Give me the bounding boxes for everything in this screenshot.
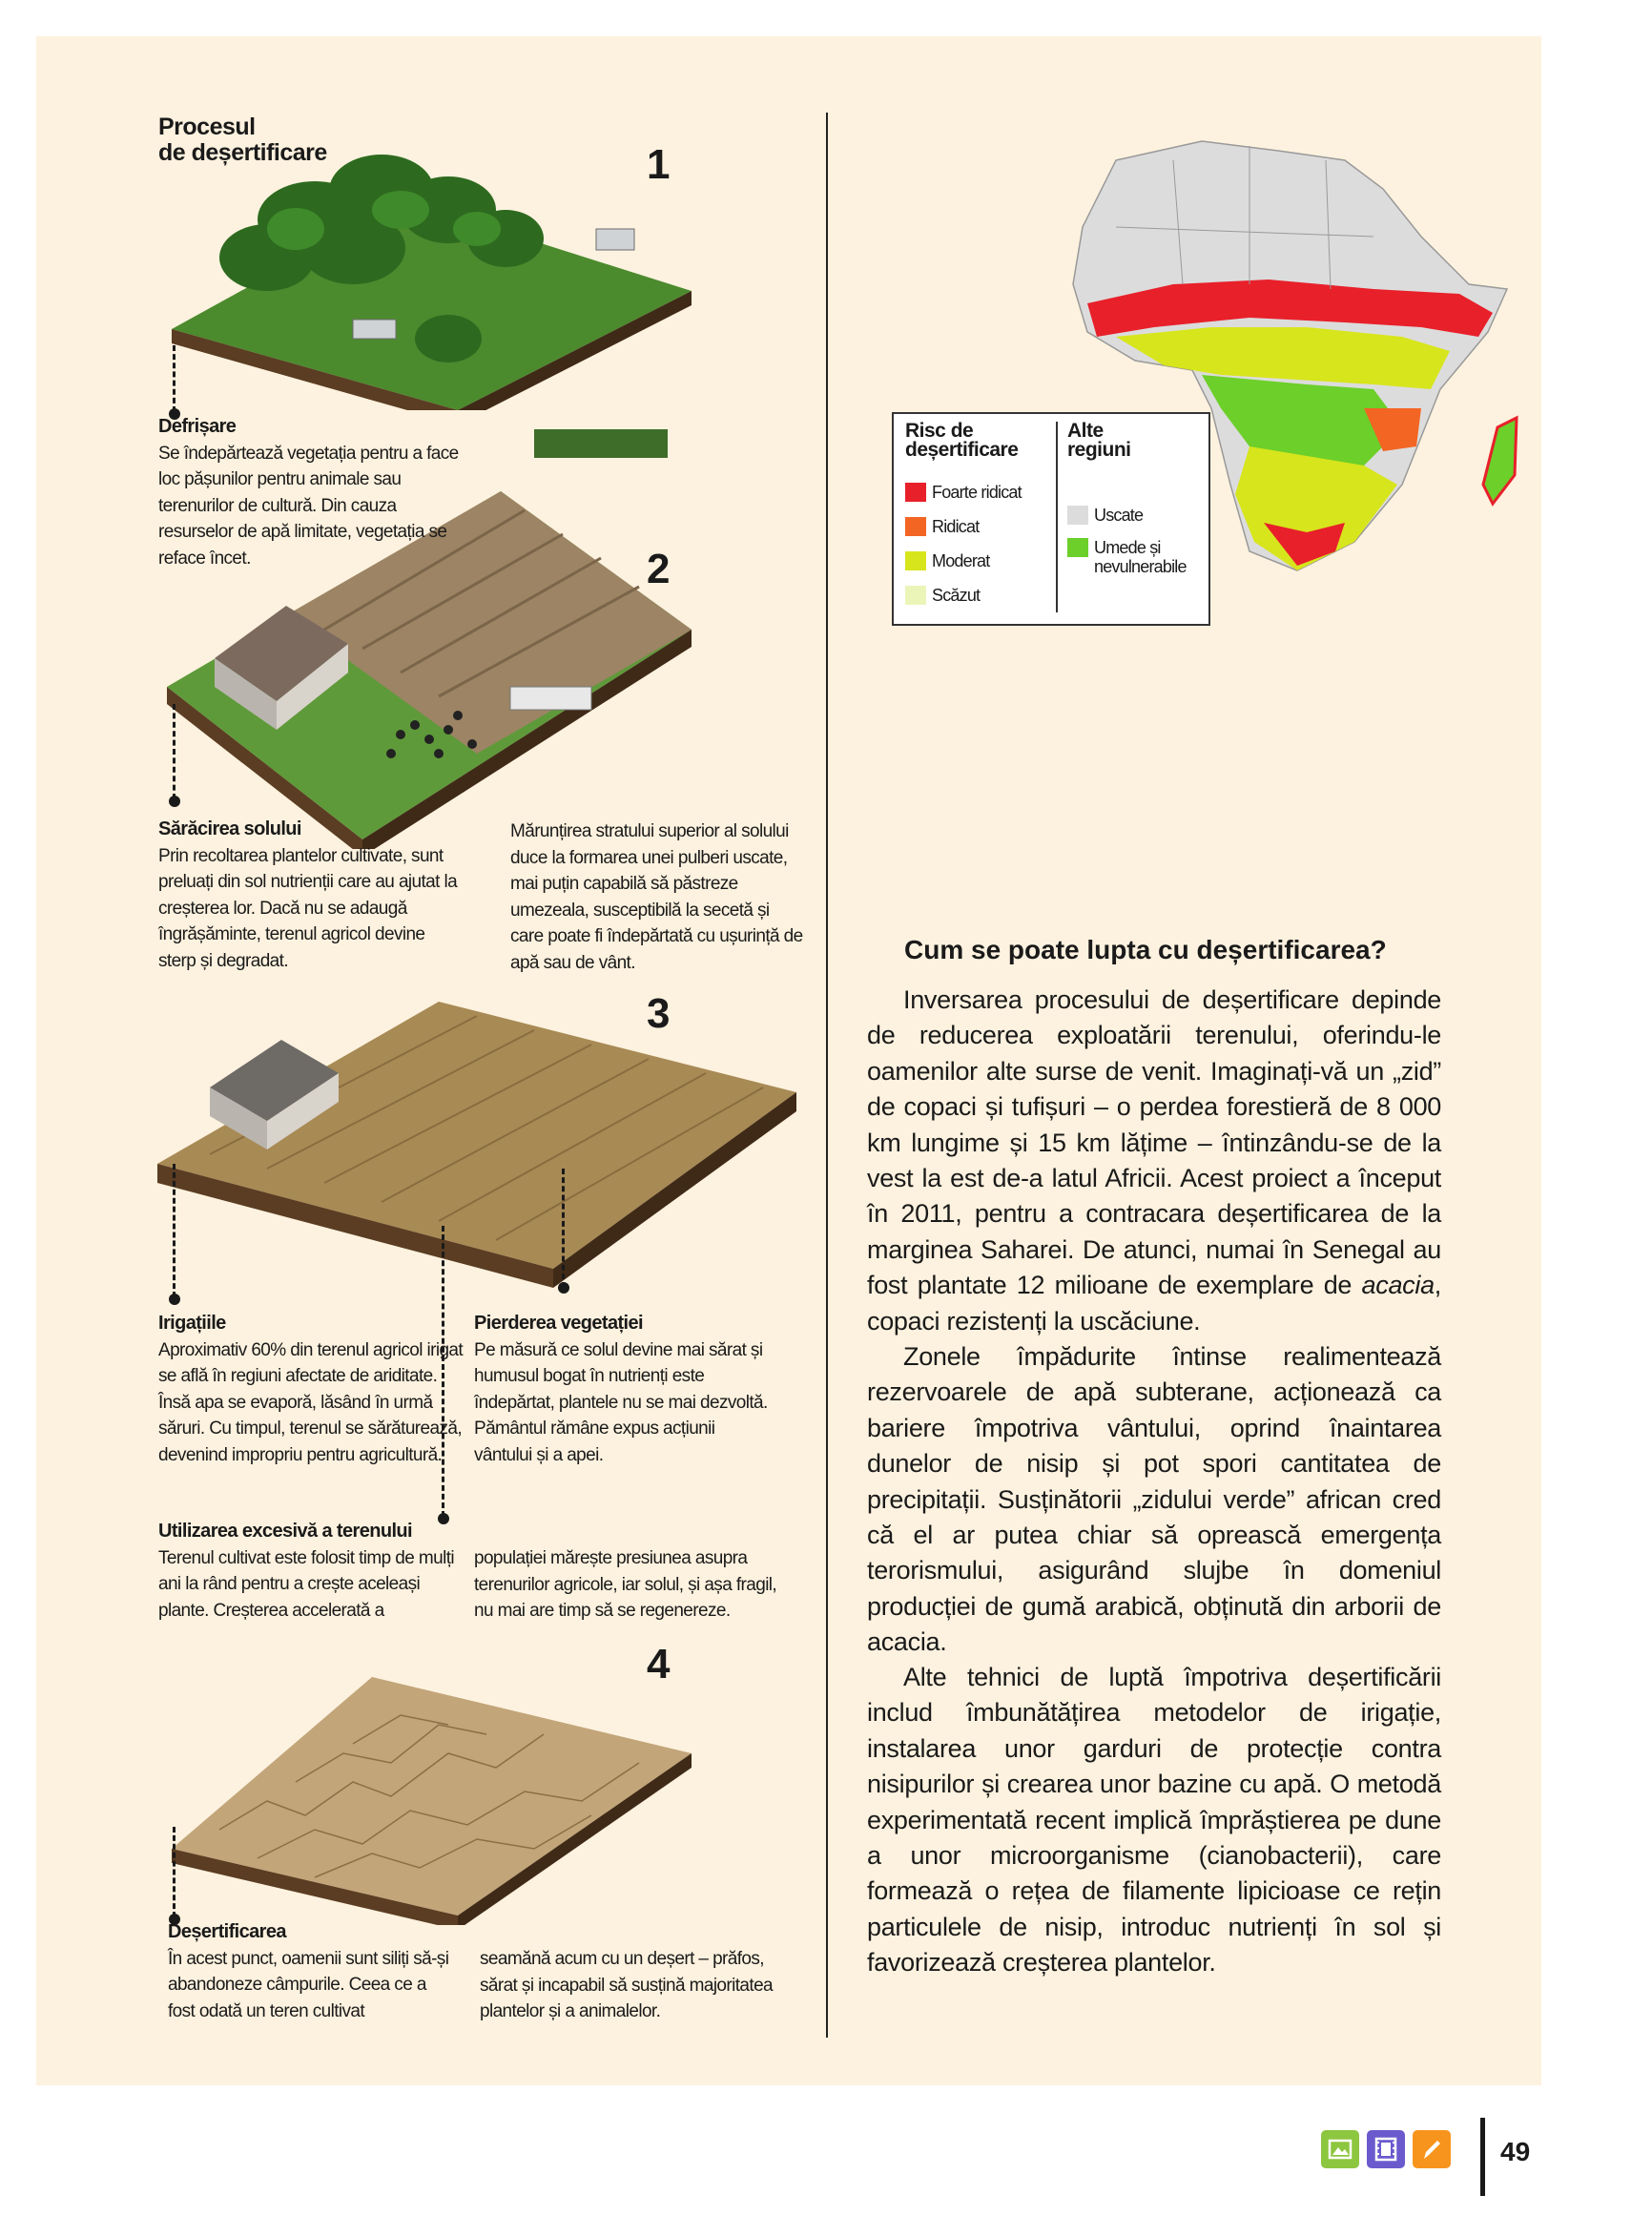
legend-item-label-line2: nevulnerabile (1094, 557, 1187, 576)
caption-heading: Irigațiile (158, 1313, 226, 1334)
paragraph-emphasis: acacia (1361, 1271, 1435, 1300)
caption-text: Prin recoltarea plantelor cultivate, sunt preluați din sol nutrienții care au ajutat la creșterea lor. Dacă nu se adaugă îngrășăminte, terenul agricol devine sterp și degradat. (158, 845, 458, 971)
column-divider (826, 113, 828, 2038)
caption-heading: Deșertificarea (168, 1921, 286, 1942)
legend-swatch-ridicat (905, 517, 926, 536)
caption-desertificarea (168, 1919, 454, 2024)
caption-heading: Defrișare (158, 416, 237, 437)
leader-dot-2 (169, 796, 180, 807)
caption-text: În acest punct, oamenii sunt siliți să-și abandoneze câmpurile. Ceea ce a fost odată un teren cultivat (168, 1948, 449, 2021)
caption-utilizarea-continued (474, 1545, 789, 1625)
legend-item-label: Scăzut (932, 586, 981, 605)
article-paragraph-2: Zonele împădurite întinse realimentează rezervoarele de apă subterane, acționează ca bariere împotriva vântului, oprind înaintarea dunelor de nisip și pot spori cantitatea de precipitații. Susținătorii „zidului verde” african cred că el ar putea chiar să oprească emergența terorismului, asigurând slujbe în domeniul producției de gumă arabică, obținută din arborii de acacia. (867, 1342, 1441, 1657)
leader-line-5 (562, 1169, 565, 1288)
caption-desertificarea-continued (480, 1946, 787, 2025)
caption-text: Pe măsură ce solul devine mai sărat și humusul bogat în nutrienți este îndepărtat, plantele nu se mai dezvoltă. Pământul rămâne expus acțiunii vântului și a apei. (474, 1339, 768, 1465)
caption-text: Mărunțirea stratului superior al solului duce la formarea unei pulberi uscate, mai puțin capabilă să păstreze umezeala, susceptibilă la secetă și care poate fi îndepărtată cu ușurință de apă sau de vânt. (510, 821, 803, 973)
legend-risk-heading-1: Risc de (905, 420, 974, 442)
legend-item-label: Uscate (1094, 506, 1144, 525)
caption-text: Terenul cultivat este folosit timp de mulți ani la rând pentru a crește aceleași plante. Creșterea accelerată a (158, 1547, 455, 1621)
legend-item-label (1094, 538, 1187, 576)
page-number-bar (1480, 2118, 1485, 2196)
article-heading: Cum se poate lupta cu deșertificarea? (904, 935, 1387, 964)
article-paragraph-3: Alte tehnici de luptă împotriva deșertificării includ îmbunătățirea metodelor de irigație, instalarea unor garduri de protecție contra nisipurilor și crearea unor bazine cu apă. O metodă experimentată recent implică împrăștierea pe dune a unor microorganisme (cianobacterii), care formează o rețea de filamente lipicioase ce rețin particulele de nisip, introduc nutrienți în sol și favorizează creșterea plantelor. (867, 1663, 1441, 1978)
legend-swatch-umede (1067, 538, 1088, 557)
legend-swatch-scazut (905, 586, 926, 605)
caption-heading: Sărăcirea solului (158, 818, 301, 839)
legend-item-label: Moderat (932, 551, 990, 570)
legend-swatch-foarte-ridicat (905, 483, 926, 502)
caption-heading: Utilizarea excesivă a terenului (158, 1521, 412, 1542)
legend-item-label: Ridicat (932, 517, 980, 536)
legend-risk-heading-2: deșertificare (905, 439, 1019, 461)
leader-line-3 (173, 1164, 176, 1297)
illustration-desert (162, 1639, 696, 1925)
legend-other-heading (1067, 422, 1131, 460)
caption-irigatiile (158, 1311, 473, 1468)
paragraph-text: , copaci rezistenți la uscăciune. (867, 1271, 1441, 1336)
step-number-3: 3 (647, 990, 671, 1037)
image-icon[interactable] (1321, 2130, 1359, 2168)
article-paragraph-1 (867, 983, 1441, 1339)
legend-swatch-uscate (1067, 506, 1088, 525)
film-icon[interactable] (1367, 2130, 1405, 2168)
leader-line-1 (173, 345, 176, 412)
title-line-1: Procesul (158, 114, 256, 140)
page-number: 49 (1500, 2137, 1531, 2166)
step-number-1: 1 (647, 141, 671, 188)
caption-utilizarea (158, 1519, 454, 1624)
step-number-4: 4 (647, 1641, 671, 1688)
legend-swatch-moderat (905, 551, 926, 570)
title-line-2: de deșertificare (158, 139, 327, 166)
caption-text: Se îndepărtează vegetația pentru a face loc pășunilor pentru animale sau terenurilor de cultură. Din cauza resurselor de apă limitate, vegetația se reface încet. (158, 443, 459, 569)
caption-text: Aproximativ 60% din terenul agricol irigat se află în regiuni afectate de ariditate. Însă apa se evaporă, lăsând în urmă săruri. Cu timpul, terenul se sărăturează, devenind impropriu pentru agricultură. (158, 1339, 464, 1465)
legend-item-label-line1: Umede și (1094, 538, 1161, 557)
caption-heading: Pierderea vegetației (474, 1313, 643, 1334)
leader-dot-5 (558, 1282, 569, 1294)
map-legend (892, 412, 1210, 626)
caption-text: seamănă acum cu un deșert – prăfos, sărat și incapabil să susțină majoritatea plantelor și a animalelor. (480, 1949, 774, 2021)
leader-dot-3 (169, 1294, 180, 1305)
caption-pierderea (474, 1311, 770, 1468)
leader-line-2 (173, 704, 176, 799)
legend-divider (1056, 422, 1058, 612)
caption-saracirea (158, 817, 459, 974)
legend-other-heading-2: regiuni (1067, 439, 1131, 461)
illustration-degraded-soil (153, 963, 801, 1288)
caption-defrisare (158, 414, 464, 571)
step-number-2: 2 (647, 546, 671, 592)
caption-maruntirea (510, 818, 806, 976)
paragraph-text: Inversarea procesului de deșertificare depinde de reducerea exploatării terenului, oferindu-le oamenilor alte surse de venit. Imaginați-vă un „zid” de copaci și tufișuri – o perdea forestieră de 8 000 km lungime și 15 km lățime – întinzându-se de la vest la est de-a latul Africii. Acest proiect a început în 2011, pentru a contracara deșertificarea de la marginea Saharei. De atunci, numai în Senegal au fost plantate 12 milioane de exemplare de (867, 985, 1441, 1300)
pencil-icon[interactable] (1413, 2130, 1451, 2168)
legend-item-label: Foarte ridicat (932, 483, 1022, 502)
caption-text: populației mărește presiunea asupra terenurilor agricole, iar solul, și așa fragil, nu mai are timp să se regenereze. (474, 1548, 777, 1621)
legend-risk-heading (905, 422, 1018, 460)
legend-other-heading-1: Alte (1067, 420, 1104, 442)
illustration-forest (162, 134, 696, 410)
leader-line-6 (173, 1827, 176, 1917)
